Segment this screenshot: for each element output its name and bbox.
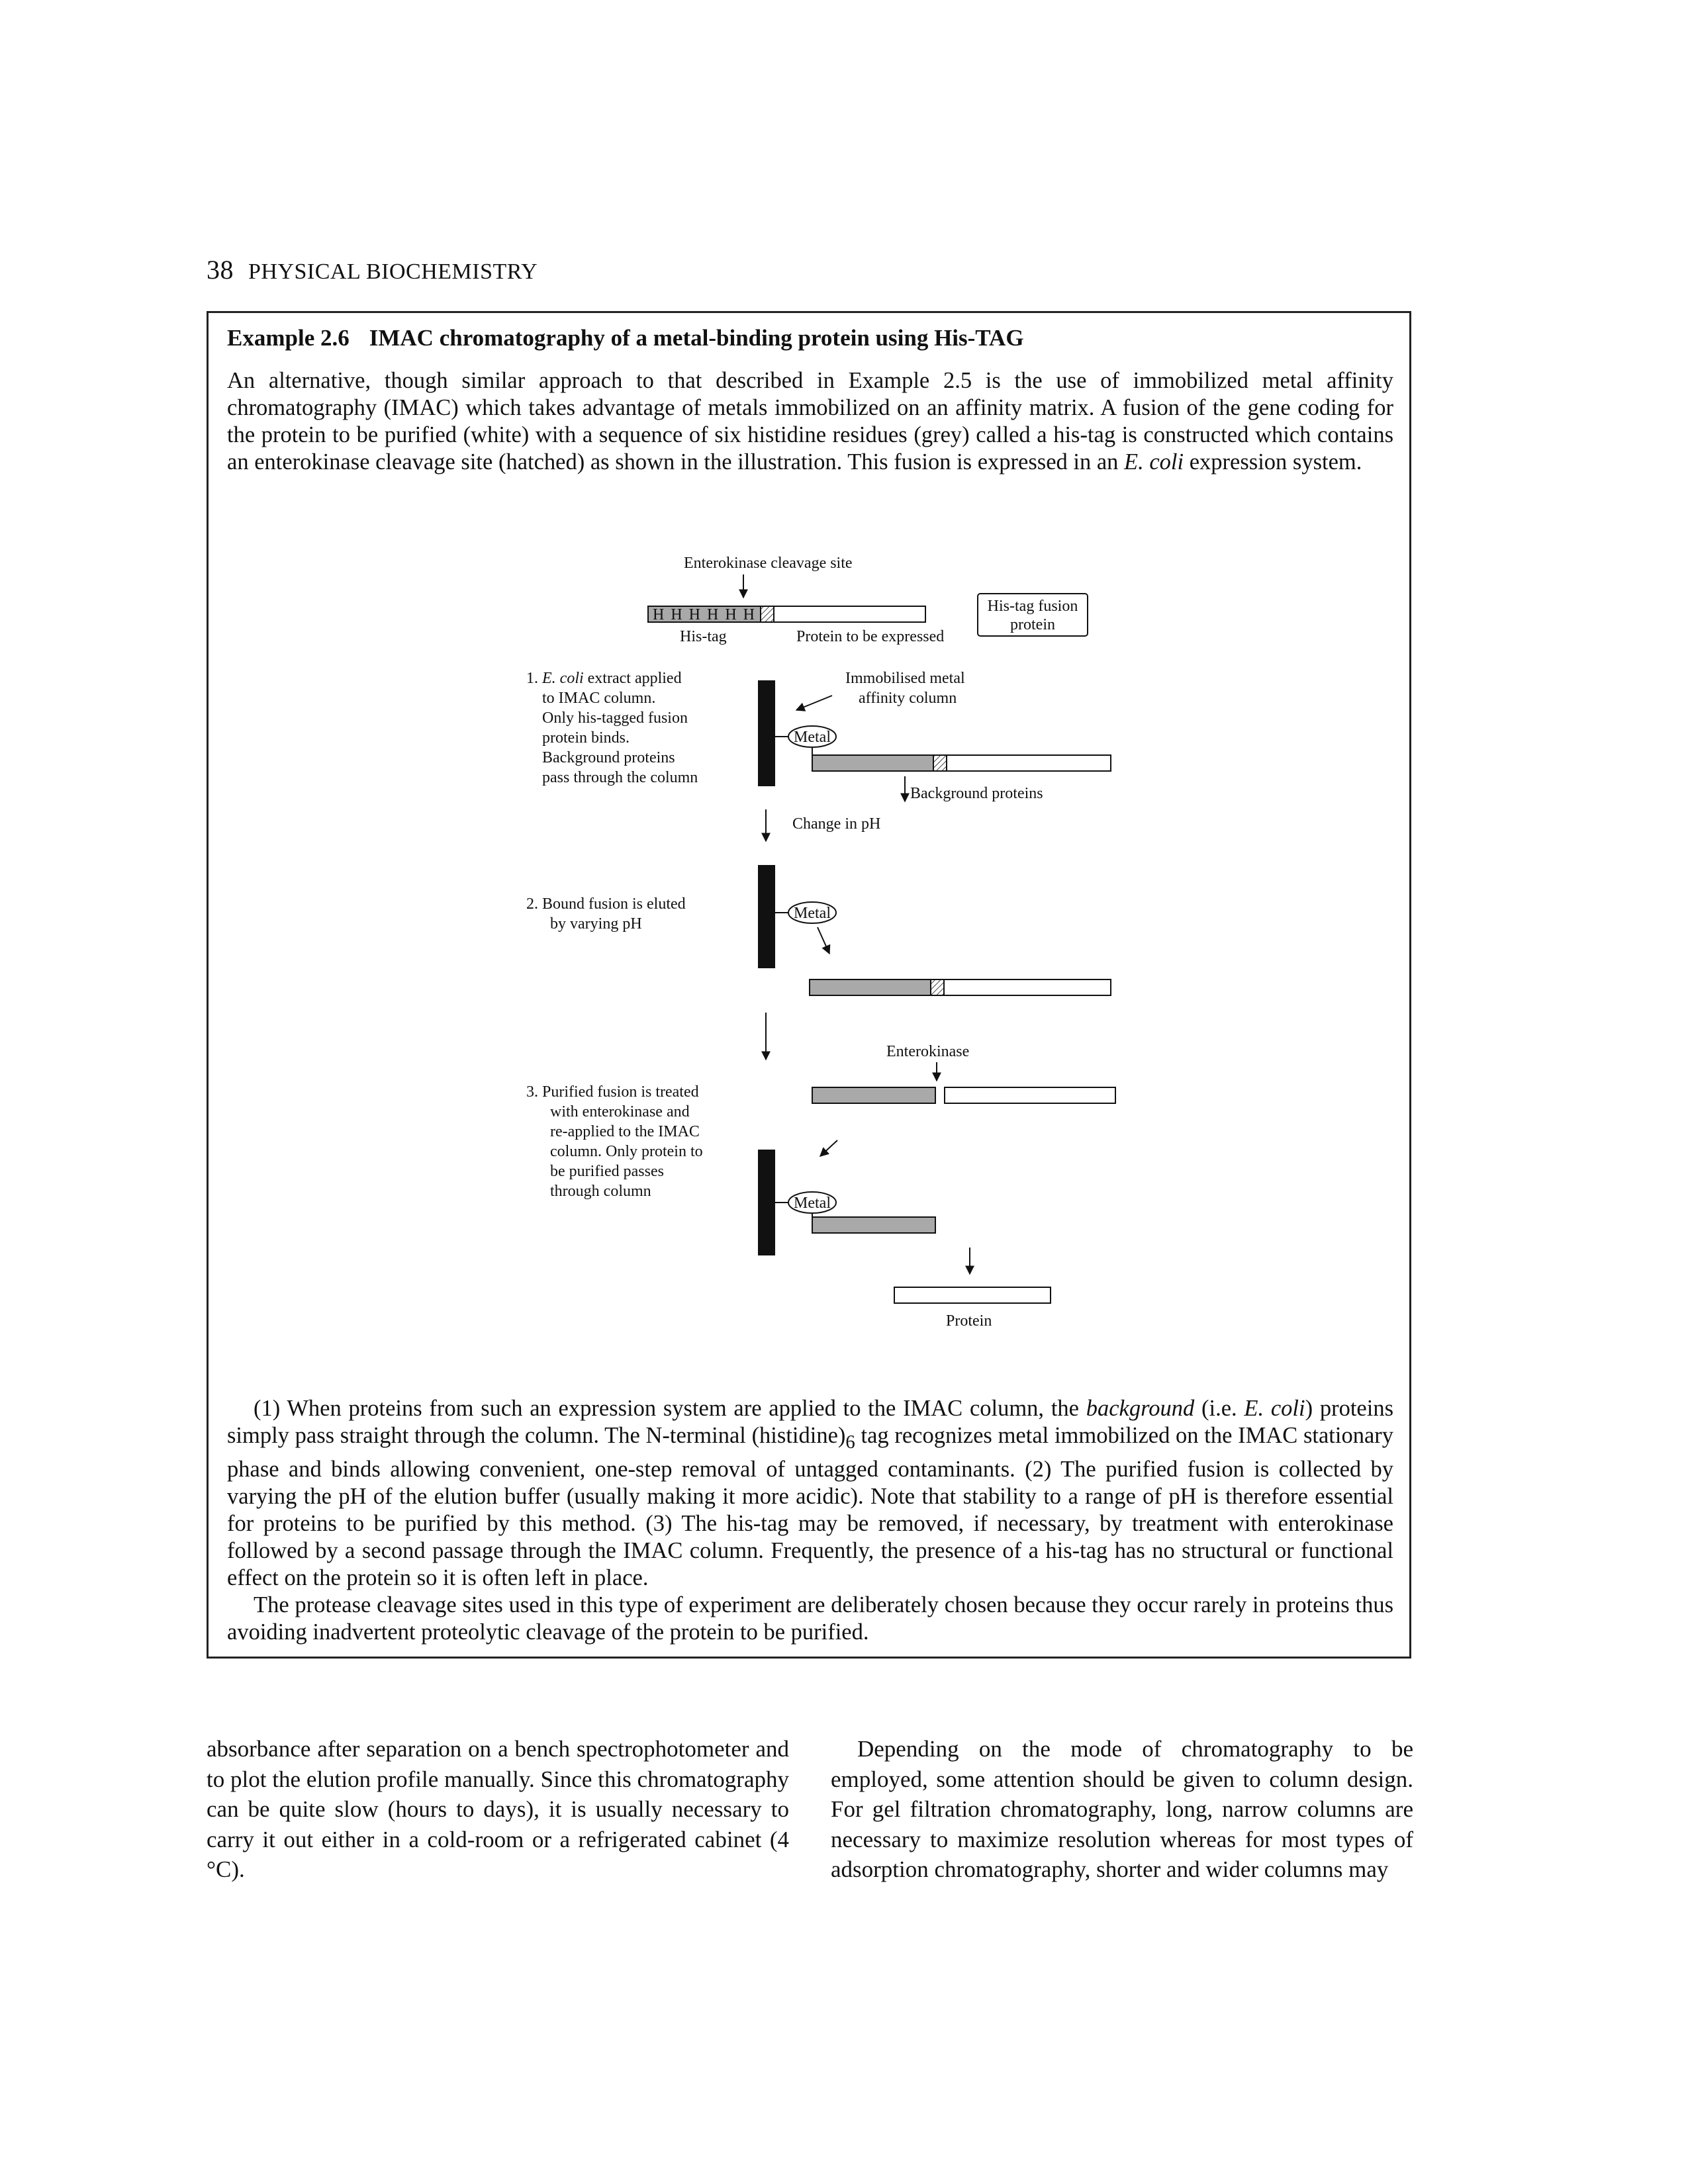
step3-line4: column. Only protein to — [550, 1143, 703, 1160]
step3-line2: with enterokinase and — [550, 1103, 690, 1120]
step1-line6: pass through the column — [542, 769, 698, 786]
column-label-line2: affinity column — [859, 690, 957, 707]
elution-arrow — [818, 927, 829, 954]
step2-line2: by varying pH — [550, 915, 642, 933]
metal-label-1: Metal — [794, 729, 831, 746]
imac-column-3 — [758, 1150, 775, 1255]
retained-his-tag — [812, 1217, 935, 1233]
body-p1-b: (i.e. — [1194, 1396, 1244, 1421]
right-column-text: Depending on the mode of chromatography to be employed, some attention should be given to column design. For gel filtration chromatography, long, narrow columns are necessary to maximize resolution whereas for most types of adsorption chromatography, shorter and wider columns may — [831, 1736, 1413, 1882]
enterokinase-label: Enterokinase — [886, 1043, 970, 1060]
background-label: Background proteins — [910, 785, 1043, 802]
step1-line3: Only his-tagged fusion — [542, 709, 688, 727]
step1-line1 — [526, 670, 682, 687]
purified-protein — [894, 1287, 1051, 1303]
imac-column-2 — [758, 865, 775, 968]
intro-text-2: expression system. — [1184, 449, 1362, 475]
cleavage-site-segment — [761, 606, 774, 622]
page-number: 38 — [207, 255, 234, 285]
fusion-label-line1: His-tag fusion — [987, 598, 1078, 615]
body-p1-c: ) proteins simply pass straight through the column. The N-terminal (histidine) — [227, 1396, 1394, 1448]
fusion-label-line2: protein — [1010, 616, 1055, 633]
step2-line1: 2. Bound fusion is eluted — [526, 895, 686, 913]
imac-column-1 — [758, 680, 775, 786]
protein-expressed-label: Protein to be expressed — [796, 628, 945, 645]
running-head — [207, 254, 538, 285]
cleaved-his-tag — [812, 1087, 935, 1103]
metal-label-2: Metal — [794, 905, 831, 922]
intro-ecoli: E. coli — [1124, 449, 1184, 475]
example-number: Example 2.6 — [227, 325, 350, 351]
his-tag-label: His-tag — [680, 628, 727, 645]
example-box — [207, 311, 1411, 1659]
bound-protein-1 — [947, 755, 1111, 771]
cleaved-protein — [945, 1087, 1115, 1103]
body-p1-background: background — [1086, 1396, 1195, 1421]
step1-line1-rest: extract applied — [583, 670, 682, 687]
eluted-his-tag — [810, 979, 931, 995]
body-p1-sub: 6 — [845, 1431, 855, 1453]
his-residues: H H H H H H — [653, 606, 756, 623]
body-p1-a: (1) When proteins from such an expression system are applied to the IMAC column, the — [254, 1396, 1086, 1421]
cleavage-site-label: Enterokinase cleavage site — [684, 555, 853, 572]
body-p1-ecoli: E. coli — [1244, 1396, 1305, 1421]
body-paragraph-1 — [227, 1395, 1393, 1592]
body-paragraph-2: The protease cleavage sites used in this type of experiment are deliberately chosen because they occur rarely in proteins thus avoiding inadvertent proteolytic cleavage of the protein to be purified. — [227, 1592, 1393, 1645]
ph-change-label: Change in pH — [792, 815, 881, 833]
intro-text-1: An alternative, though similar approach to that described in Example 2.5 is the use of immobilized metal affinity chromatography (IMAC) which takes advantage of metals immobilized on an affinity matrix. A fusion of the gene coding for the protein to be purified (white) with a sequence of six histidine residues (grey) called a his-tag is constructed which contains an enterokinase cleavage site (hatched) as shown in the illustration. This fusion is expressed in an — [227, 368, 1393, 475]
step3-line6: through column — [550, 1183, 651, 1200]
running-title: PHYSICAL BIOCHEMISTRY — [248, 259, 538, 284]
eluted-protein — [944, 979, 1111, 995]
example-body — [227, 1395, 1393, 1646]
bound-his-tag-1 — [812, 755, 933, 771]
eluted-cleavage — [931, 979, 944, 995]
step3-line5: be purified passes — [550, 1163, 664, 1180]
step3-line3: re-applied to the IMAC — [550, 1123, 700, 1140]
step1-line4: protein binds. — [542, 729, 630, 747]
column-label-line1: Immobilised metal — [845, 670, 965, 687]
example-heading: IMAC chromatography of a metal-binding protein using His-TAG — [369, 325, 1024, 351]
bound-cleavage-1 — [933, 755, 947, 771]
step1-ecoli: E. coli — [542, 670, 584, 687]
body-p1-d: tag recognizes metal immobilized on the IMAC stationary phase and binds allowing convenient, one-step removal of untagged contaminants. (2) The purified fusion is collected by varying the pH of the elution buffer (usually making it more acidic). Note that stability to a range of pH is therefore essential for proteins to be purified by this method. (3) The his-tag may be removed, if necessary, by treatment with enterokinase followed by a second passage through the IMAC column. Frequently, the presence of a his-tag has no structural or functional effect on the protein so it is often left in place. — [227, 1423, 1394, 1590]
example-title — [227, 325, 1024, 351]
protein-label: Protein — [946, 1312, 992, 1330]
reapply-arrow — [820, 1140, 837, 1156]
step1-line5: Background proteins — [542, 749, 675, 766]
step3-line1: 3. Purified fusion is treated — [526, 1083, 699, 1101]
metal-label-3: Metal — [794, 1195, 831, 1212]
protein-segment — [774, 606, 925, 622]
step1-line2: to IMAC column. — [542, 690, 656, 707]
step1-number: 1. — [526, 670, 538, 687]
example-intro — [227, 367, 1393, 476]
column-pointer-arrow — [796, 696, 832, 710]
left-column-text: absorbance after separation on a bench spectrophotometer and to plot the elution profile manually. Since this chromatography can be quite slow (hours to days), it is usually necessary to carry it out either in a cold-room or a refrigerated cabinet (4 °C). — [207, 1736, 789, 1882]
